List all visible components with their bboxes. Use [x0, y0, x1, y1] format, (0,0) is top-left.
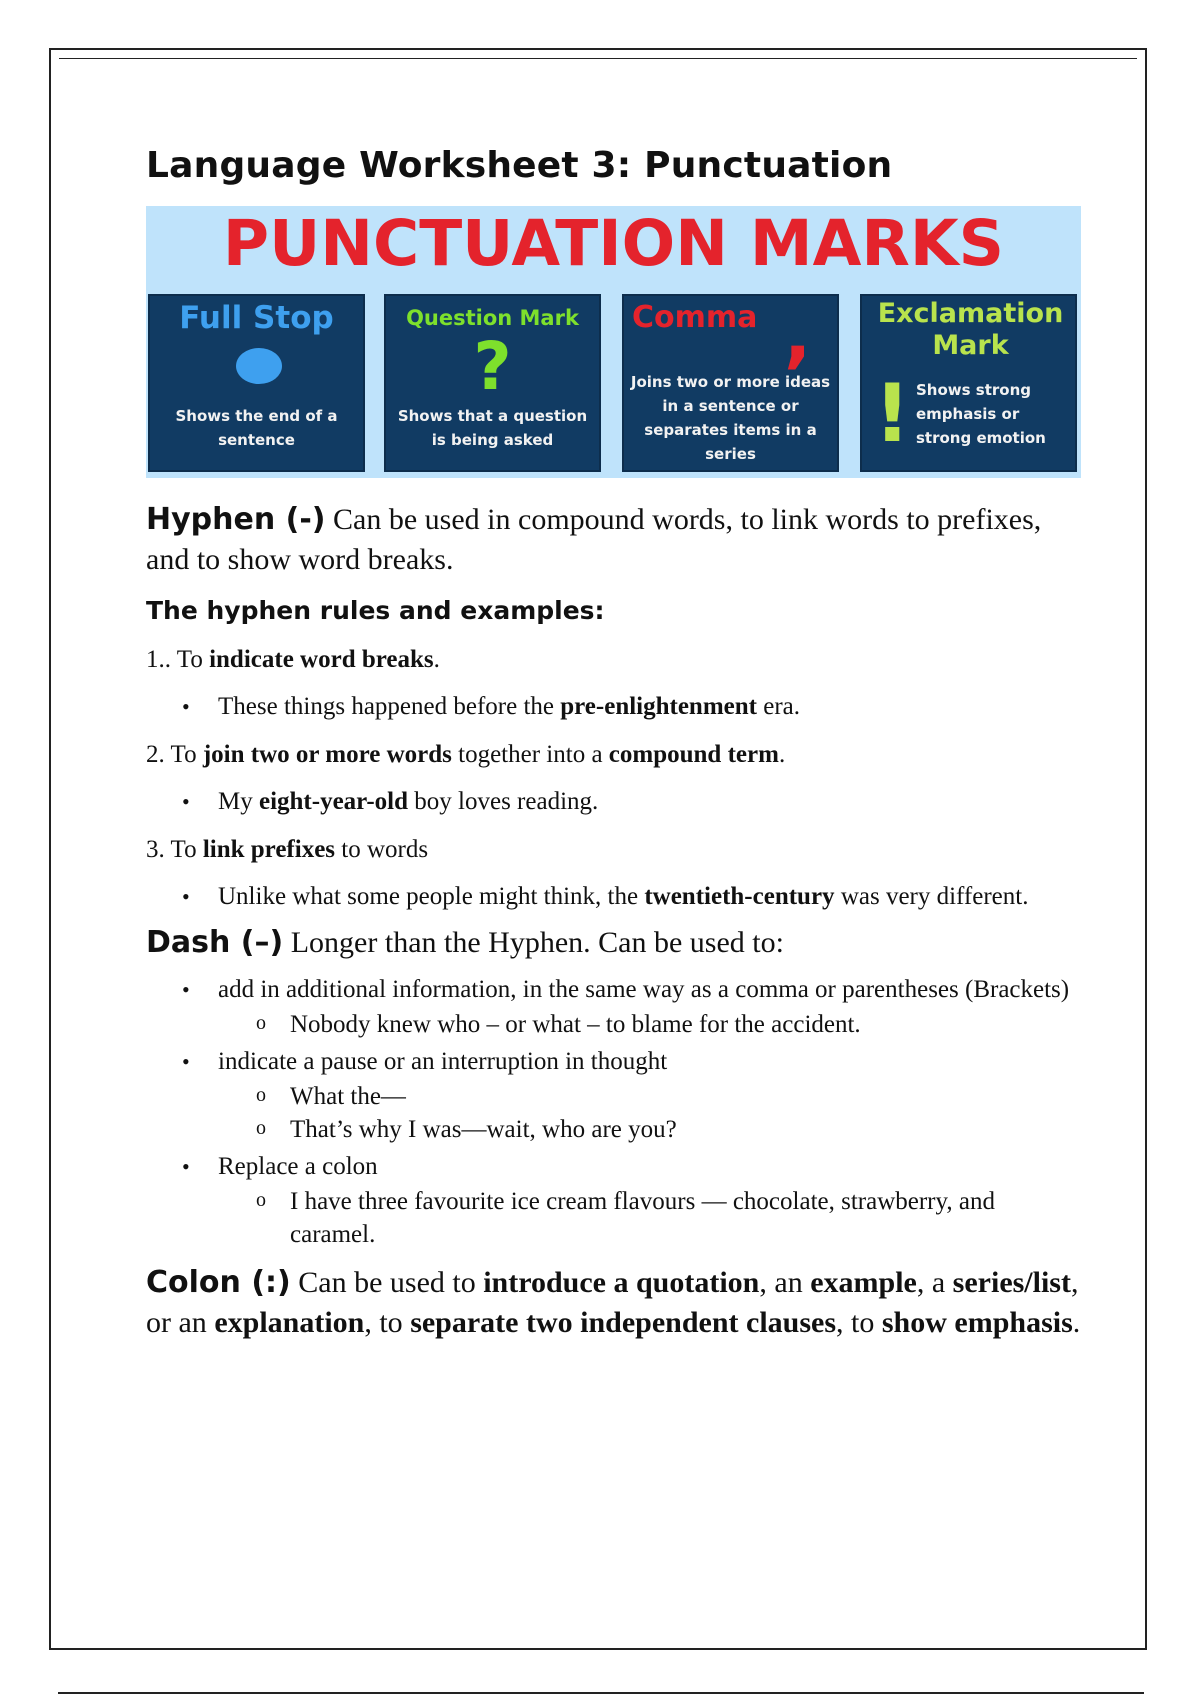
question-mark-icon: ?: [473, 328, 512, 405]
full-stop-dot-icon: [236, 348, 282, 384]
list-item: [218, 973, 1081, 1041]
card-title: Exclamation Mark: [877, 298, 1064, 362]
example-key-word: eight-year-old: [258, 788, 409, 815]
colon-key-phrase: explanation: [214, 1306, 365, 1339]
exclamation-mark-icon: !: [874, 367, 911, 460]
comma-icon: ,: [784, 292, 812, 376]
worksheet-title: Language Worksheet 3: Punctuation: [146, 145, 893, 186]
card-description: Shows the end of a sentence: [175, 407, 338, 449]
card-description: Shows strong emphasis or strong emotion: [916, 381, 1046, 447]
hyphen-rule-2: [146, 739, 1081, 771]
top-inner-rule: [59, 58, 1137, 59]
rule-number: 2. To: [146, 741, 203, 768]
colon-heading: Colon (:): [146, 1265, 291, 1300]
hyphen-rule-1-examples: [146, 690, 1081, 723]
card-title: Comma: [632, 300, 758, 335]
card-description: Joins two or more ideas in a sentence or separates items in a series: [630, 373, 831, 463]
dash-examples: [218, 1008, 1081, 1041]
hyphen-rules-title: The hyphen rules and examples:: [146, 596, 605, 625]
colon-text: .: [1072, 1306, 1081, 1339]
card-exclamation-mark: [860, 294, 1077, 472]
colon-text: , a: [916, 1266, 953, 1299]
rule-text: together into a: [451, 741, 609, 768]
rule-text: .: [433, 646, 440, 673]
worksheet-content: [146, 145, 1081, 1343]
punctuation-banner: [146, 206, 1081, 478]
bottom-rule: [58, 1692, 1144, 1694]
dash-use-text: add in additional information, in the same way as a comma or parentheses (Brackets): [218, 976, 1070, 1003]
dash-heading: Dash (–): [146, 925, 284, 960]
colon-text: , to: [364, 1306, 411, 1339]
hyphen-heading: Hyphen (-): [146, 502, 326, 537]
colon-key-phrase: example: [810, 1266, 917, 1299]
rule-key-phrase: compound term: [608, 741, 779, 768]
dash-examples: [218, 1185, 1081, 1251]
rule-text: .: [778, 741, 786, 768]
example-key-word: twentieth-century: [644, 883, 835, 910]
hyphen-rule-3-examples: [146, 880, 1081, 913]
colon-text: , an: [759, 1266, 811, 1299]
colon-paragraph: [146, 1263, 1081, 1343]
hyphen-rule-3: [146, 834, 1081, 866]
rule-number: 3. To: [146, 836, 203, 863]
list-item: [218, 785, 1081, 818]
card-description: Shows that a question is being asked: [397, 407, 588, 449]
rule-key-phrase: link prefixes: [202, 836, 336, 863]
card-title: Full Stop: [179, 300, 334, 336]
banner-cards: [148, 294, 1079, 474]
colon-text: , to: [836, 1306, 882, 1339]
colon-key-phrase: separate two independent clauses: [410, 1306, 837, 1339]
hyphen-rule-2-examples: [146, 785, 1081, 818]
card-question-mark: [384, 294, 601, 472]
example-text: These things happened before the: [218, 693, 561, 720]
card-comma: [622, 294, 839, 472]
dash-examples: [218, 1080, 1081, 1146]
sub-list-item: o Nobody knew who – or what – to blame for the accident.: [290, 1008, 1081, 1041]
rule-text: to words: [335, 836, 429, 863]
rule-number: 1.. To: [146, 646, 210, 673]
list-item: [218, 1150, 1081, 1251]
hyphen-rule-1: [146, 644, 1081, 676]
example-key-word: pre-enlightenment: [560, 693, 757, 720]
colon-text: , or an: [146, 1266, 1079, 1339]
dash-use-text: Replace a colon: [218, 1153, 378, 1180]
colon-key-phrase: show emphasis: [881, 1306, 1073, 1339]
hyphen-definition: Can be used in compound words, to link words to prefixes, and to show word breaks.: [146, 503, 1042, 576]
card-title: Question Mark: [406, 306, 579, 330]
sub-list-item: o What the—: [290, 1080, 1081, 1113]
example-text: era.: [757, 693, 801, 720]
dash-definition: Longer than the Hyphen. Can be used to:: [283, 926, 784, 959]
sub-list-item: o I have three favourite ice cream flavours — chocolate, strawberry, and caramel.: [290, 1185, 1081, 1251]
banner-title: PUNCTUATION MARKS: [222, 207, 1005, 280]
example-text: My: [218, 788, 259, 815]
list-item: [218, 690, 1081, 723]
example-text: was very different.: [834, 883, 1029, 910]
example-text: Unlike what some people might think, the: [218, 883, 645, 910]
colon-key-phrase: introduce a quotation: [483, 1266, 760, 1299]
rule-key-phrase: indicate word breaks: [209, 646, 434, 673]
sub-list-item: o That’s why I was—wait, who are you?: [290, 1113, 1081, 1146]
colon-text: Can be used to: [290, 1266, 484, 1299]
rule-key-phrase: join two or more words: [202, 741, 452, 768]
card-full-stop: [148, 294, 365, 472]
dash-uses-list: [146, 973, 1081, 1251]
example-text: boy loves reading.: [408, 788, 599, 815]
hyphen-paragraph: [146, 500, 1081, 580]
dash-use-text: indicate a pause or an interruption in thought: [218, 1048, 668, 1075]
list-item: [218, 1045, 1081, 1146]
colon-key-phrase: series/list: [952, 1266, 1071, 1299]
dash-paragraph: [146, 923, 1081, 963]
list-item: [218, 880, 1081, 913]
